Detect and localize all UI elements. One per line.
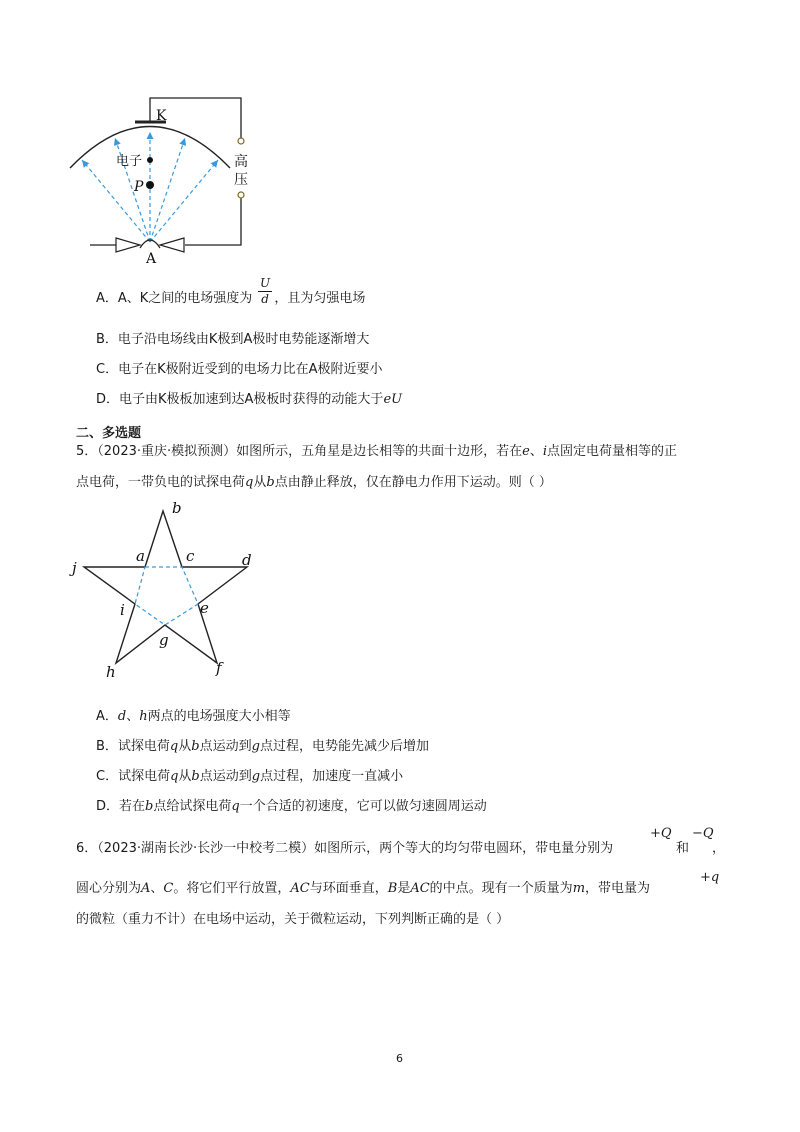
q4-option-b-text: B．电子沿电场线由K极到A极时电势能逐渐增大: [96, 332, 370, 347]
label-d: d: [242, 551, 252, 569]
fraction-u-over-d: [258, 276, 272, 307]
q6-text-3: 与环面垂直，: [309, 881, 388, 896]
q5-option-c-var-g: g: [251, 769, 261, 784]
label-i: i: [120, 601, 125, 619]
q5-option-c-var-q: q: [170, 769, 179, 784]
q4-option-d-text: D．电子由K极板加速到达A极板时获得的动能大于: [96, 392, 384, 407]
q6-comma: ，: [712, 841, 726, 856]
q4-option-d-math: eU: [383, 392, 403, 407]
anode-left-wedge: [116, 238, 140, 252]
q5-option-d-text-3: 一个合适的初速度，它可以做匀速圆周运动: [239, 799, 487, 814]
q6-plus-q-small: +q: [700, 870, 720, 885]
q5-option-d-text-2: 点给试探电荷: [153, 799, 232, 814]
q5-var-i: i: [542, 444, 548, 459]
q5-option-a-var-h: h: [139, 709, 148, 724]
label-b: b: [172, 499, 182, 517]
label-c: c: [186, 547, 195, 565]
q6-var-c: C: [163, 881, 174, 896]
label-high: 高: [234, 154, 248, 170]
q5-option-a-text: A．: [96, 709, 118, 724]
q6-var-ac: AC: [290, 881, 310, 896]
q5-option-c-var-b: b: [191, 769, 200, 784]
q6-plus-q: +Q: [650, 826, 672, 841]
electron-gun-figure: [60, 90, 280, 270]
label-a: a: [136, 547, 145, 565]
label-p: P: [134, 179, 144, 195]
terminal-top: [238, 138, 244, 144]
inner-pentagon: [135, 567, 198, 625]
field-line: [82, 160, 150, 242]
q4-option-c-text: C．电子在K极附近受到的电场力比在A极附近要小: [96, 362, 383, 377]
q5-stem-line2: [76, 474, 552, 492]
anode-right-wedge: [160, 238, 184, 252]
q5-option-b-text-2: 从: [178, 739, 192, 754]
star-figure: [66, 497, 276, 687]
q6-text-2: 。将它们平行放置，: [173, 881, 291, 896]
q6-stem-text: 6．（2023·湖南长沙·长沙一中校考二模）如图所示，两个等大的均匀带电圆环，带电量分别为: [76, 841, 614, 856]
section-title: 二、多选题: [76, 426, 142, 441]
fraction-denominator: d: [261, 292, 269, 306]
q6-stem-line3: [76, 911, 509, 929]
q5-option-a: [96, 708, 291, 726]
q5-stem-line1: [76, 443, 677, 461]
q6-stem-line1: [76, 840, 613, 858]
q5-option-a-sep: 、: [126, 709, 140, 724]
q5-stem-text-4: 从: [253, 475, 267, 490]
q5-option-d-text: D．若在: [96, 799, 146, 814]
q4-option-a-text: A．A、K之间的电场强度为: [96, 291, 253, 306]
q6-text-4: 是: [397, 881, 411, 896]
terminal-bottom: [238, 192, 244, 198]
q6-var-a: A: [141, 881, 151, 896]
q4-option-b: [96, 331, 369, 349]
q5-option-b-var-b: b: [191, 739, 200, 754]
label-voltage: 压: [234, 172, 248, 188]
label-e: e: [200, 599, 209, 617]
q5-var-b: b: [266, 475, 275, 490]
circuit-wire-bottom: [185, 198, 241, 245]
label-j: j: [72, 559, 77, 577]
q5-option-b-text: B．试探电荷: [96, 739, 170, 754]
q5-option-b-text-3: 点运动到: [199, 739, 252, 754]
q5-option-c: [96, 768, 403, 786]
field-line: [150, 138, 185, 242]
q6-text-1: 圆心分别为: [76, 881, 142, 896]
q4-option-a-suffix: ，且为匀强电场: [274, 291, 366, 306]
q5-option-b-var-g: g: [251, 739, 260, 754]
q6-text-5: 的中点。现有一个质量为: [429, 881, 573, 896]
q6-var-m: m: [572, 881, 586, 896]
q5-stem-text: 5．（2023·重庆·模拟预测）如图所示，五角星是边长相等的共面十边形，若在: [76, 444, 523, 459]
q5-option-b-text-4: 点过程，电势能先减少后增加: [259, 739, 429, 754]
electron-dot: [147, 157, 153, 163]
q5-var-e: e: [522, 444, 530, 459]
q6-text-7: 的微粒（重力不计）在电场中运动，关于微粒运动，下列判断正确的是（ ）: [76, 912, 510, 927]
label-k: K: [156, 108, 167, 124]
q5-stem-text-5: 点由静止释放，仅在静电力作用下运动。则（ ）: [274, 475, 552, 490]
q6-text-6: ，带电量为: [585, 881, 651, 896]
q5-option-d-var-b: b: [145, 799, 154, 814]
field-line: [150, 160, 218, 242]
q5-option-d-var-q: q: [231, 799, 240, 814]
q5-option-c-text-3: 点运动到: [199, 769, 252, 784]
fraction-numerator: U: [260, 276, 271, 290]
q6-var-b: B: [387, 881, 398, 896]
q5-stem-text-3: 点电荷，一带负电的试探电荷: [76, 475, 246, 490]
label-f: f: [216, 659, 222, 677]
q6-stem-line2: [76, 880, 650, 898]
q4-option-d: [96, 391, 402, 409]
q5-var-q: q: [245, 475, 254, 490]
q6-and: 和: [676, 841, 690, 856]
q4-option-a: [96, 290, 365, 308]
q5-option-c-text-4: 点过程，加速度一直减小: [260, 769, 404, 784]
q5-stem-text-2: 点固定电荷量相等的正: [547, 444, 678, 459]
q5-option-d: [96, 798, 487, 816]
point-p-dot: [146, 181, 154, 189]
page-number: 6: [396, 1052, 403, 1065]
q5-option-b-var-q: q: [169, 739, 179, 754]
label-h: h: [106, 663, 116, 681]
q5-sep: 、: [529, 444, 543, 459]
label-a: A: [146, 251, 157, 267]
q5-option-c-text: C．试探电荷: [96, 769, 171, 784]
q6-var-ac-2: AC: [410, 881, 430, 896]
q6-sep: 、: [150, 881, 164, 896]
label-g: g: [159, 631, 169, 649]
q6-minus-q: −Q: [692, 826, 714, 841]
q5-option-b: [96, 738, 429, 756]
q5-option-a-text-2: 两点的电场强度大小相等: [147, 709, 291, 724]
q5-option-c-text-2: 从: [178, 769, 192, 784]
label-electron: 电子: [116, 154, 143, 169]
q5-option-a-var-d: d: [117, 709, 127, 724]
q4-option-c: [96, 361, 383, 379]
